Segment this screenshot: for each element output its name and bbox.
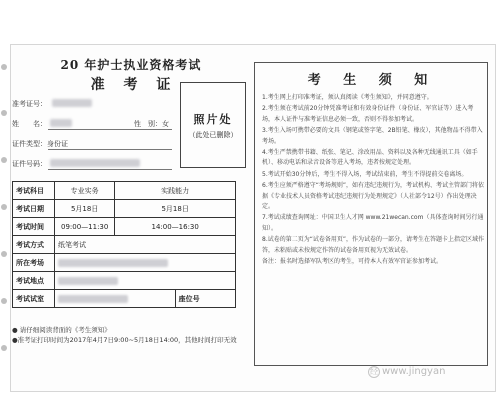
ticket-notes — [12, 325, 248, 345]
note-line: ● 请仔细阅读背面的《考生须知》 — [12, 326, 111, 334]
time-cell: 14:00—16:30 — [115, 218, 236, 236]
name-underline — [48, 129, 172, 130]
date-label: 考试日期 — [13, 200, 55, 218]
notice-item: 备注：报名时选择军队考区的考生，可持本人有效军官证参加考试。 — [262, 258, 443, 266]
time-cell: 09:00—11:30 — [55, 218, 115, 236]
table-row — [13, 236, 236, 254]
binder-hole — [1, 157, 7, 163]
binder-hole — [1, 110, 7, 116]
exam-schedule-table — [12, 181, 236, 308]
ticket-subtitle: 准 考 证 — [90, 77, 178, 93]
notice-item: 2.考生须在考试前20分钟凭准考证和有效身份证件（身份证、军官证等）进入考场，本人证件与准考证信息必须一致，否则不得参加考试。 — [262, 105, 474, 123]
subject-label: 考试科目 — [13, 182, 55, 200]
binder-hole — [1, 251, 7, 257]
notice-item: 8.试卷的第二页为“试卷备用页”，作为试卷的一部分，请考生在答题卡上指定区域作答，未粘贴或未按规定作答的试卷备用页视为无效试卷。 — [262, 236, 484, 254]
subject-cell: 专业实务 — [55, 182, 115, 200]
note-line: ●准考证打印时间为2017年4月7日9:00~5月18日14:00，其他时间打印无效 — [12, 336, 237, 344]
time-label: 考试时间 — [13, 218, 55, 236]
table-row — [13, 254, 236, 272]
binder-hole — [1, 345, 7, 351]
table-row — [13, 182, 236, 200]
seat-label: 座位号 — [175, 290, 235, 308]
notice-item: 4.考生严禁携带书籍、纸张、笔记、涂改用品、资料以及各种无线通讯工具（如手机）、移动电话和录音设备等进入考场，违者按规定处理。 — [262, 149, 478, 167]
binder-hole — [1, 204, 7, 210]
watermark-badge: 经 — [370, 367, 378, 376]
room-cell — [55, 290, 176, 308]
id-type-label: 证件类型：身份证 — [12, 140, 68, 148]
photo-label: 照片处 — [193, 112, 233, 126]
ticket-title: 20 年护士执业资格考试 — [60, 58, 202, 72]
address-label: 考试地点 — [13, 272, 55, 290]
photo-note: （此处已删除） — [188, 130, 238, 139]
exam-number-redacted — [52, 99, 92, 107]
table-row — [13, 218, 236, 236]
address-cell — [55, 272, 236, 290]
photo-placeholder — [180, 82, 246, 168]
room-label: 考试试室 — [13, 290, 55, 308]
site-label: 所在考场 — [13, 254, 55, 272]
name-redacted — [50, 119, 72, 127]
notice-item: 1.考生网上打印准考证，须认真阅读《考生须知》，并同意遵守。 — [262, 94, 433, 101]
notice-title: 考 生 须 知 — [307, 73, 437, 88]
notice-item: 5.考试开始30分钟后，考生不得入场，考试结束前，考生不得提前交卷离场。 — [262, 170, 468, 178]
id-number-underline — [48, 169, 172, 170]
candidate-notice-panel — [254, 62, 488, 366]
notice-item: 6.考生应须严格遵守“考场规则”，如有违纪违规行为，考试机构、考试主管部门将依据《专业技术人员资格考试违纪违规行为处理规定》（人社部令12号）作出处理决定。 — [262, 182, 484, 211]
date-cell: 5月18日 — [55, 200, 115, 218]
date-cell: 5月18日 — [115, 200, 236, 218]
site-redacted — [58, 259, 168, 267]
site-cell — [55, 254, 236, 272]
method-label: 考试方式 — [13, 236, 55, 254]
notice-body — [262, 93, 484, 269]
watermark-text: www.jingyan — [382, 366, 446, 377]
address-redacted — [58, 277, 118, 285]
subject-cell: 实践能力 — [115, 182, 236, 200]
binder-holes — [0, 0, 9, 400]
id-number-label: 证件号码： — [12, 160, 47, 168]
name-label: 姓 名： — [12, 120, 47, 128]
notice-item: 7.考试成绩查询网址：中国卫生人才网 www.21wecan.com（具体查询时间另行通知）。 — [262, 214, 484, 232]
room-redacted — [58, 295, 128, 303]
table-row — [13, 200, 236, 218]
exam-number-label: 准考证号： — [12, 100, 47, 108]
id-number-redacted — [50, 159, 140, 167]
method-cell: 纸笔考试 — [55, 236, 236, 254]
binder-hole — [1, 298, 7, 304]
gender-label: 性 别：女 — [134, 120, 169, 128]
table-row — [13, 272, 236, 290]
table-row — [13, 290, 236, 308]
binder-hole — [1, 64, 7, 70]
notice-item: 3.考生入场可携带必要的文具（钢笔或签字笔、2B铅笔、橡皮），其他物品不得带入考场。 — [262, 127, 483, 145]
id-type-underline — [48, 149, 172, 150]
